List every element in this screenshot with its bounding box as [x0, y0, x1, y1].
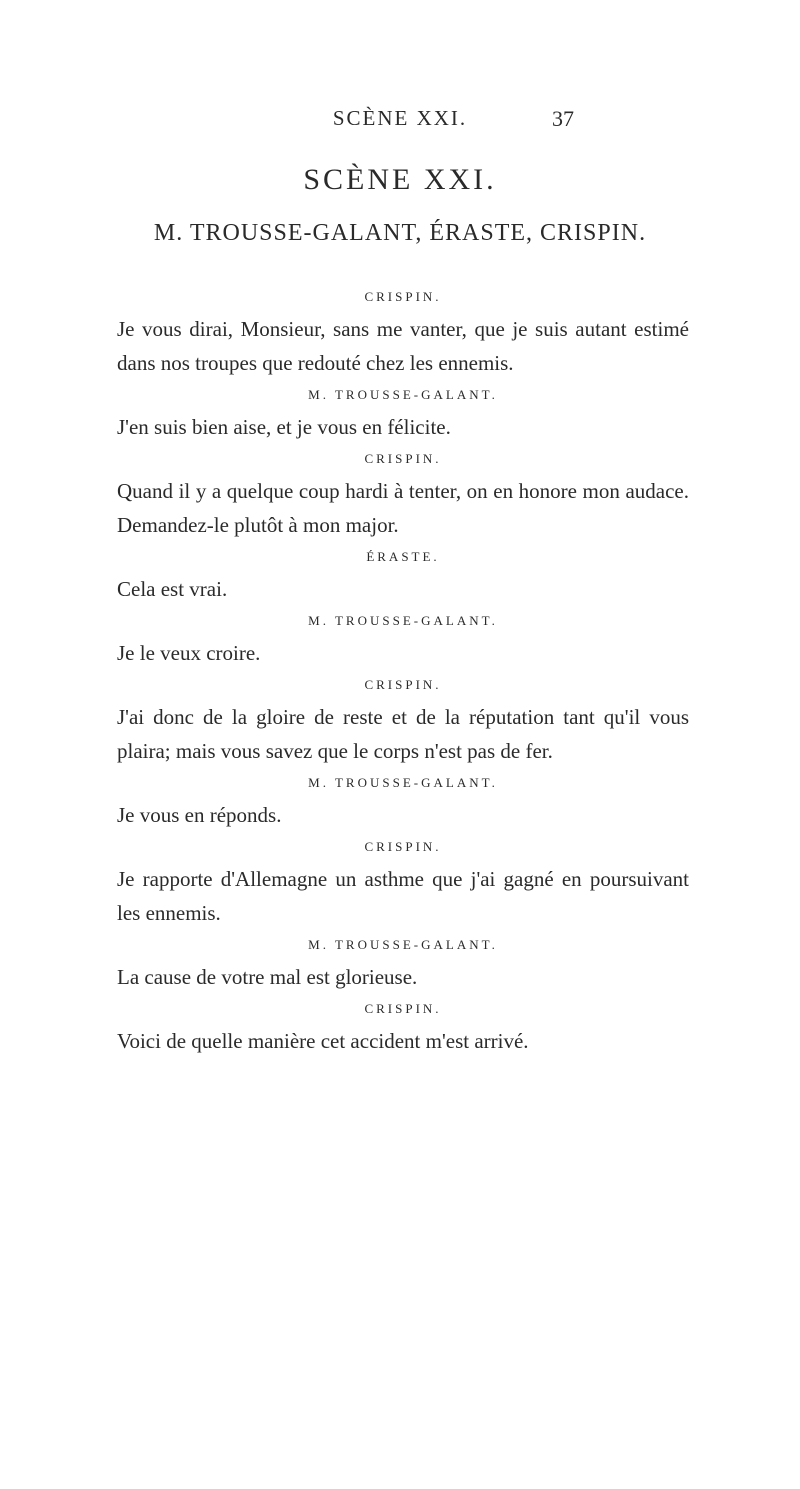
speaker-name: CRISPIN.: [364, 451, 442, 466]
speaker-name: M. TROUSSE-GALANT.: [308, 937, 498, 952]
running-title: SCÈNE XXI.: [332, 106, 468, 130]
speaker-name: ÉRASTE.: [366, 549, 440, 564]
page-number: 37: [552, 106, 574, 131]
speaker-name: CRISPIN.: [364, 1001, 442, 1016]
dialogue-line: Je le veux croire.: [117, 641, 261, 665]
running-head: [0, 106, 800, 136]
dialogue-line: J'ai donc de la gloire de reste et de la réputation tant qu'il vous plaira; mais vous savez que le corps n'est pas de fer.: [117, 705, 689, 763]
dialogue-line: Je vous en réponds.: [117, 803, 282, 827]
scene-title: SCÈNE XXI.: [303, 163, 497, 196]
dialogue-line: Cela est vrai.: [117, 577, 228, 601]
speaker-name: CRISPIN.: [364, 677, 442, 692]
dialogue-line: Voici de quelle manière cet accident m'est arrivé.: [117, 1029, 529, 1053]
speaker-name: M. TROUSSE-GALANT.: [308, 613, 498, 628]
dialogue-line: J'en suis bien aise, et je vous en félicite.: [117, 415, 451, 439]
dialogue: [117, 282, 689, 1058]
speaker-name: M. TROUSSE-GALANT.: [308, 775, 498, 790]
speaker-name: M. TROUSSE-GALANT.: [308, 387, 498, 402]
speaker-name: CRISPIN.: [364, 289, 442, 304]
dialogue-line: Quand il y a quelque coup hardi à tenter, on en honore mon audace. Demandez-le plutôt à mon major.: [117, 479, 689, 537]
scene-characters: M. TROUSSE-GALANT, ÉRASTE, CRISPIN.: [153, 220, 647, 246]
dialogue-line: Je vous dirai, Monsieur, sans me vanter, que je suis autant estimé dans nos troupes que redouté chez les ennemis.: [117, 317, 689, 375]
speaker-name: CRISPIN.: [364, 839, 442, 854]
dialogue-line: La cause de votre mal est glorieuse.: [117, 965, 418, 989]
dialogue-line: Je rapporte d'Allemagne un asthme que j'ai gagné en poursuivant les ennemis.: [117, 867, 689, 925]
